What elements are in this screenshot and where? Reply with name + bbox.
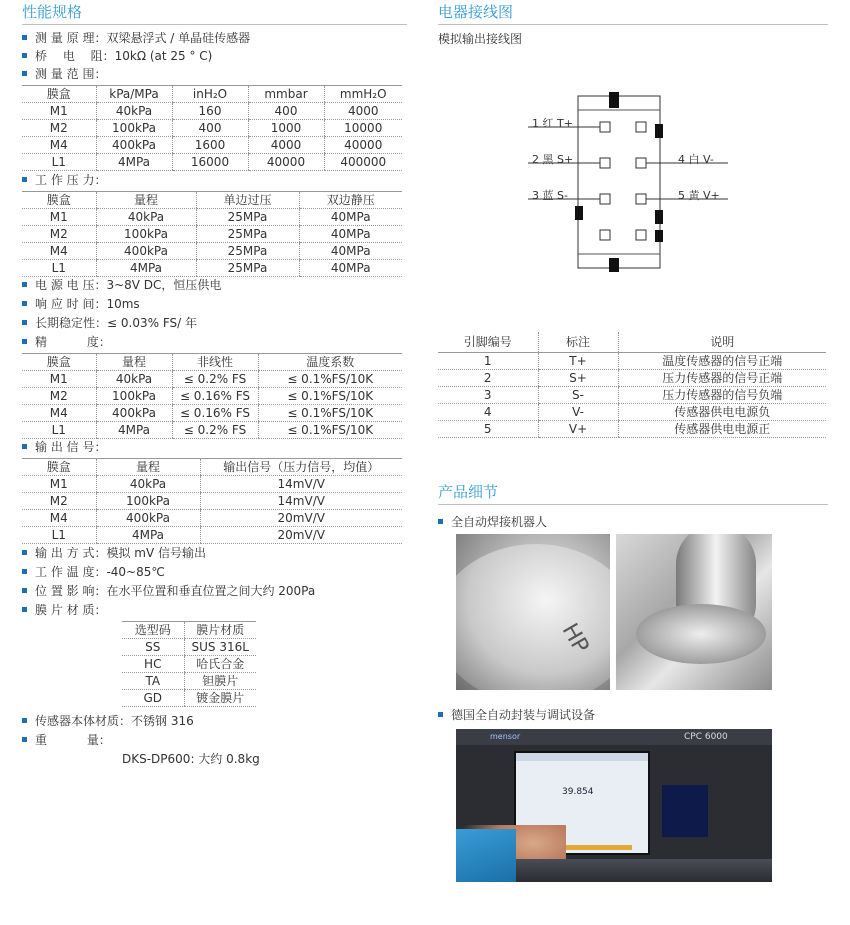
bullet-icon xyxy=(22,53,27,58)
range-header-2: inH₂O xyxy=(172,86,248,103)
info-panel xyxy=(662,785,708,837)
table-row: L1 4MPa ≤ 0.2% FS ≤ 0.1%FS/10K xyxy=(22,422,402,439)
bullet-icon xyxy=(438,712,443,717)
spec-bridge: 桥 电 阻：10kΩ (at 25 ° C) xyxy=(22,48,212,64)
table-row: M4 400kPa 20mV/V xyxy=(22,510,402,527)
table-row: L1 4MPa 25MPa 40MPa xyxy=(22,260,402,277)
table-row: M1 40kPa 25MPa 40MPa xyxy=(22,209,402,226)
range-header-4: mmH₂O xyxy=(324,86,402,103)
pin-2-label: 2 黑 S+ xyxy=(532,153,574,166)
bullet-icon xyxy=(22,444,27,449)
robot-caption: 全自动焊接机器人 xyxy=(438,513,547,530)
bullet-icon xyxy=(22,301,27,306)
accuracy-table: 膜盒 量程 非线性 温度系数 M1 40kPa ≤ 0.2% FS ≤ 0.1%FS/10K M2 100kPa ≤ 0.16% FS ≤ 0.1%FS/10K M4 400kPa ≤ 0.16% FS ≤ 0.1%FS/10K L1 4MPa ≤ 0.2% FS ≤ 0.1%FS/10K xyxy=(22,353,402,439)
table-row: L1 4MPa 20mV/V xyxy=(22,527,402,544)
spec-weight-value: DKS-DP600: 大约 0.8kg xyxy=(122,752,260,766)
pin-table: 引脚编号 标注 说明 1 T+ 温度传感器的信号正端 2 S+ 压力传感器的信号正端 3 S- 压力传感器的信号负端 4 V- 传感器供电电源负 5 V+ 传感器供电电源正 xyxy=(438,332,826,438)
spec-accuracy: 精 度： xyxy=(22,334,111,350)
bullet-icon xyxy=(22,607,27,612)
table-row: M4 400kPa ≤ 0.16% FS ≤ 0.1%FS/10K xyxy=(22,405,402,422)
bullet-icon xyxy=(22,320,27,325)
wiring-subtitle: 模拟输出接线图 xyxy=(438,32,523,46)
wiring-column xyxy=(438,0,828,797)
spec-section-title: 性能规格 xyxy=(22,3,83,21)
spec-weight: 重 量： xyxy=(22,732,111,748)
table-row: 4 V- 传感器供电电源负 xyxy=(438,404,826,421)
table-row: M2 100kPa ≤ 0.16% FS ≤ 0.1%FS/10K xyxy=(22,388,402,405)
table-row: M4 400kPa 25MPa 40MPa xyxy=(22,243,402,260)
pin-5-label: 5 黄 V+ xyxy=(678,189,720,202)
diaphragm-table: 选型码 膜片材质 SS SUS 316L HC 哈氏合金 TA 钽膜片 GD 镀金膜片 xyxy=(122,621,256,707)
table-row: SS SUS 316L xyxy=(122,639,256,656)
wiring-section-title: 电器接线图 xyxy=(438,3,514,21)
table-row: 3 S- 压力传感器的信号负端 xyxy=(438,387,826,404)
table-row: L1 4MPa 16000 40000 400000 xyxy=(22,154,402,171)
spec-diaphragm: 膜 片 材 质： xyxy=(22,602,106,618)
pressure-table: 膜盒 量程 单边过压 双边静压 M1 40kPa 25MPa 40MPa M2 100kPa 25MPa 40MPa M4 400kPa 25MPa 40MPa L1 4MPa 25MPa 40MPa xyxy=(22,191,402,277)
spec-range: 测 量 范 围： xyxy=(22,66,106,82)
welding-photo-1 xyxy=(456,534,610,690)
table-row: M4 400kPa 1600 4000 40000 xyxy=(22,137,402,154)
spec-title-divider xyxy=(22,24,407,25)
range-header-1: kPa/MPa xyxy=(96,86,172,103)
spec-temperature: 工 作 温 度：-40~85℃ xyxy=(22,564,165,580)
welding-photo-2 xyxy=(616,534,772,690)
table-row: GD 镀金膜片 xyxy=(122,690,256,707)
pressure-reading: 39.854 xyxy=(562,787,594,797)
spec-stability: 长期稳定性：≤ 0.03% FS/ 年 xyxy=(22,315,197,331)
spec-principle: 测 量 原 理：双梁悬浮式 / 单晶硅传感器 xyxy=(22,30,250,46)
table-row: 2 S+ 压力传感器的信号正端 xyxy=(438,370,826,387)
table-row: M1 40kPa ≤ 0.2% FS ≤ 0.1%FS/10K xyxy=(22,371,402,388)
spec-column xyxy=(22,0,407,766)
pin-3-label: 3 蓝 S- xyxy=(532,189,568,202)
spec-response: 响 应 时 间：10ms xyxy=(22,296,140,312)
range-table xyxy=(22,85,402,171)
equipment-photo xyxy=(456,729,772,882)
range-header-3: mmbar xyxy=(248,86,324,103)
table-row: HC 哈氏合金 xyxy=(122,656,256,673)
spec-body-material: 传感器本体材质：不锈钢 316 xyxy=(22,713,194,729)
bullet-icon xyxy=(22,177,27,182)
table-row: M2 100kPa 25MPa 40MPa xyxy=(22,226,402,243)
bullet-icon xyxy=(22,737,27,742)
mensor-logo: mensor xyxy=(490,732,521,741)
bullet-icon xyxy=(22,35,27,40)
spec-position: 位 置 影 响：在水平位置和垂直位置之间大约 200Pa xyxy=(22,583,315,599)
equipment-caption: 德国全自动封装与调试设备 xyxy=(438,706,595,723)
table-row: TA 钽膜片 xyxy=(122,673,256,690)
pin-1-label: 1 红 T+ xyxy=(532,117,573,130)
output-table: 膜盒 量程 输出信号（压力信号，均值） M1 40kPa 14mV/V M2 100kPa 14mV/V M4 400kPa 20mV/V L1 4MPa 20mV/V xyxy=(22,458,402,544)
bullet-icon xyxy=(22,339,27,344)
cpc-label: CPC 6000 xyxy=(684,732,728,742)
bullet-icon xyxy=(22,588,27,593)
detail-section-title: 产品细节 xyxy=(438,483,499,501)
bullet-icon xyxy=(22,569,27,574)
bullet-icon xyxy=(22,550,27,555)
range-header-0: 膜盒 xyxy=(22,86,96,103)
spec-work-pressure: 工 作 压 力： xyxy=(22,172,106,188)
spec-power: 电 源 电 压：3~8V DC，恒压供电 xyxy=(22,277,221,293)
operator-sleeve xyxy=(456,829,516,882)
bullet-icon xyxy=(22,718,27,723)
wiring-title-divider xyxy=(438,24,828,25)
bullet-icon xyxy=(22,71,27,76)
detail-title-divider xyxy=(438,504,828,505)
table-row: M2 100kPa 14mV/V xyxy=(22,493,402,510)
bullet-icon xyxy=(438,519,443,524)
table-row: M2 100kPa 400 1000 10000 xyxy=(22,120,402,137)
table-row: M1 40kPa 14mV/V xyxy=(22,476,402,493)
hp-engraving: HP xyxy=(556,619,594,658)
pin-4-label: 4 白 V- xyxy=(678,153,714,166)
table-row: 5 V+ 传感器供电电源正 xyxy=(438,421,826,438)
spec-output-mode: 输 出 方 式：模拟 mV 信号输出 xyxy=(22,545,206,561)
table-row: M1 40kPa 160 400 4000 xyxy=(22,103,402,120)
spec-output: 输 出 信 号： xyxy=(22,439,106,455)
table-row: 1 T+ 温度传感器的信号正端 xyxy=(438,353,826,370)
bullet-icon xyxy=(22,282,27,287)
